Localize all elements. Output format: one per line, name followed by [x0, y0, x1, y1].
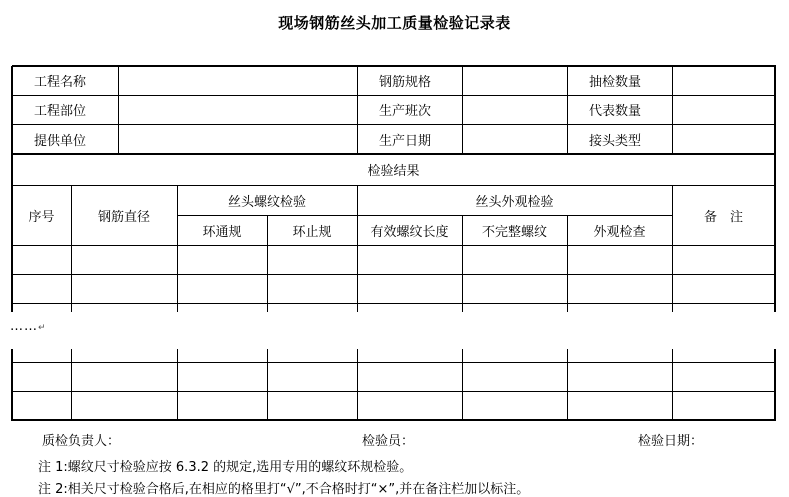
- data-bottom-cell[interactable]: [567, 349, 672, 362]
- label-sample-qty: 抽检数量: [589, 75, 642, 90]
- col-header-effective-length: 有效螺纹长度: [370, 224, 449, 240]
- table-cut-line: [12, 311, 775, 312]
- result-section-label: 检验结果: [367, 164, 420, 179]
- signature-inspector-in-charge: 质检负责人：: [42, 434, 121, 449]
- col-header-visual-check: 外观检查: [593, 224, 646, 240]
- data-bottom-cell[interactable]: [177, 362, 267, 391]
- data-top-cell[interactable]: [177, 274, 267, 303]
- grid-line: [177, 349, 178, 421]
- value-joint-type[interactable]: [672, 124, 775, 154]
- data-top-cell[interactable]: [462, 245, 567, 274]
- grid-line: [71, 349, 72, 421]
- col-header-appearance-check: 丝头外观检验: [475, 194, 554, 210]
- col-header-go-gauge: 环通规: [202, 224, 242, 240]
- data-top-cell[interactable]: [357, 245, 462, 274]
- grid-line: [12, 153, 776, 155]
- col-header-seq: 序号: [28, 209, 55, 225]
- label-rebar-spec: 钢筋规格: [379, 75, 432, 90]
- grid-line: [12, 303, 776, 304]
- data-top-cell[interactable]: [12, 245, 71, 274]
- data-top-cell[interactable]: [462, 303, 567, 311]
- value-supplier[interactable]: [118, 124, 357, 154]
- data-top-cell[interactable]: [267, 245, 357, 274]
- grid-line: [357, 349, 358, 421]
- data-top-cell[interactable]: [567, 245, 672, 274]
- grid-line: [462, 66, 463, 155]
- grid-line: [12, 419, 776, 421]
- label-joint-type: 接头类型: [589, 133, 642, 149]
- grid-line: [462, 349, 463, 421]
- grid-line: [267, 349, 268, 421]
- value-project-location[interactable]: [118, 95, 357, 124]
- ellipsis-marker: [10, 319, 47, 334]
- data-top-cell[interactable]: [672, 303, 775, 311]
- grid-line: [462, 215, 463, 312]
- data-top-cell[interactable]: [177, 245, 267, 274]
- grid-line: [12, 95, 776, 96]
- ellipsis-text: ……: [10, 319, 38, 334]
- grid-line: [774, 66, 776, 312]
- data-bottom-cell[interactable]: [71, 362, 177, 391]
- col-header-remark: 备 注: [703, 209, 743, 225]
- data-top-cell[interactable]: [12, 303, 71, 311]
- data-top-cell[interactable]: [71, 274, 177, 303]
- data-bottom-cell[interactable]: [267, 391, 357, 420]
- signature-inspector: 检验员：: [362, 434, 415, 449]
- grid-line: [567, 215, 568, 312]
- data-bottom-cell[interactable]: [672, 349, 775, 362]
- data-top-cell[interactable]: [357, 274, 462, 303]
- data-bottom-cell[interactable]: [462, 391, 567, 420]
- data-bottom-cell[interactable]: [12, 391, 71, 420]
- value-project-name[interactable]: [118, 66, 357, 95]
- label-project-name: 工程名称: [34, 75, 87, 90]
- grid-line: [12, 274, 776, 275]
- label-production-shift: 生产班次: [379, 104, 432, 119]
- data-top-cell[interactable]: [567, 274, 672, 303]
- grid-line: [567, 66, 568, 155]
- data-bottom-cell[interactable]: [12, 362, 71, 391]
- data-bottom-cell[interactable]: [672, 362, 775, 391]
- data-top-cell[interactable]: [267, 274, 357, 303]
- data-top-cell[interactable]: [672, 245, 775, 274]
- value-sample-qty[interactable]: [672, 66, 775, 95]
- data-top-cell[interactable]: [12, 274, 71, 303]
- data-bottom-cell[interactable]: [567, 362, 672, 391]
- col-header-diameter: 钢筋直径: [97, 209, 150, 225]
- label-supplier: 提供单位: [34, 133, 87, 149]
- grid-line: [267, 215, 268, 312]
- data-bottom-cell[interactable]: [462, 362, 567, 391]
- data-bottom-cell[interactable]: [567, 391, 672, 420]
- note-2: 注 2:相关尺寸检验合格后,在相应的格里打“√”,不合格时打“×”,并在备注栏加以标注。: [38, 482, 530, 497]
- grid-line: [12, 245, 776, 246]
- data-bottom-cell[interactable]: [267, 349, 357, 362]
- grid-line: [12, 391, 776, 392]
- grid-line: [774, 349, 776, 421]
- data-top-cell[interactable]: [71, 303, 177, 311]
- data-bottom-cell[interactable]: [177, 349, 267, 362]
- value-represented-qty[interactable]: [672, 95, 775, 124]
- data-top-cell[interactable]: [567, 303, 672, 311]
- data-bottom-cell[interactable]: [71, 391, 177, 420]
- data-bottom-cell[interactable]: [672, 391, 775, 420]
- data-bottom-cell[interactable]: [71, 349, 177, 362]
- grid-line: [12, 124, 776, 125]
- grid-line: [12, 362, 776, 363]
- col-header-thread-check: 丝头螺纹检验: [227, 194, 306, 210]
- grid-line: [357, 66, 358, 155]
- grid-line: [357, 185, 358, 312]
- label-project-location: 工程部位: [34, 104, 87, 119]
- page-title: 现场钢筋丝头加工质量检验记录表: [278, 14, 511, 32]
- value-production-date[interactable]: [462, 124, 567, 154]
- grid-line: [672, 66, 673, 155]
- col-header-nogo-gauge: 环止规: [292, 224, 332, 240]
- grid-line: [11, 349, 13, 421]
- data-bottom-cell[interactable]: [357, 349, 462, 362]
- data-top-cell[interactable]: [267, 303, 357, 311]
- col-header-incomplete-thread: 不完整螺纹: [481, 224, 547, 240]
- grid-line: [177, 215, 673, 216]
- label-represented-qty: 代表数量: [589, 104, 642, 119]
- grid-line: [118, 66, 119, 155]
- value-production-shift[interactable]: [462, 95, 567, 124]
- value-rebar-spec[interactable]: [462, 66, 567, 95]
- grid-line: [71, 185, 72, 312]
- grid-line: [672, 185, 673, 312]
- data-bottom-cell[interactable]: [357, 362, 462, 391]
- grid-line: [567, 349, 568, 421]
- data-bottom-cell[interactable]: [357, 391, 462, 420]
- label-production-date: 生产日期: [379, 133, 432, 149]
- grid-line: [177, 185, 178, 312]
- data-bottom-cell[interactable]: [462, 349, 567, 362]
- data-bottom-cell[interactable]: [12, 349, 71, 362]
- data-top-cell[interactable]: [71, 245, 177, 274]
- signature-date: 检验日期：: [638, 434, 704, 449]
- note-1: 注 1:螺纹尺寸检验应按 6.3.2 的规定,选用专用的螺纹环规检验。: [38, 460, 413, 475]
- data-top-cell[interactable]: [462, 274, 567, 303]
- grid-line: [12, 65, 776, 67]
- grid-line: [12, 185, 776, 186]
- grid-line: [11, 66, 13, 312]
- data-bottom-cell[interactable]: [177, 391, 267, 420]
- data-top-cell[interactable]: [672, 274, 775, 303]
- grid-line: [672, 349, 673, 421]
- data-top-cell[interactable]: [357, 303, 462, 311]
- data-top-cell[interactable]: [177, 303, 267, 311]
- data-bottom-cell[interactable]: [267, 362, 357, 391]
- return-mark: ↵: [38, 323, 47, 333]
